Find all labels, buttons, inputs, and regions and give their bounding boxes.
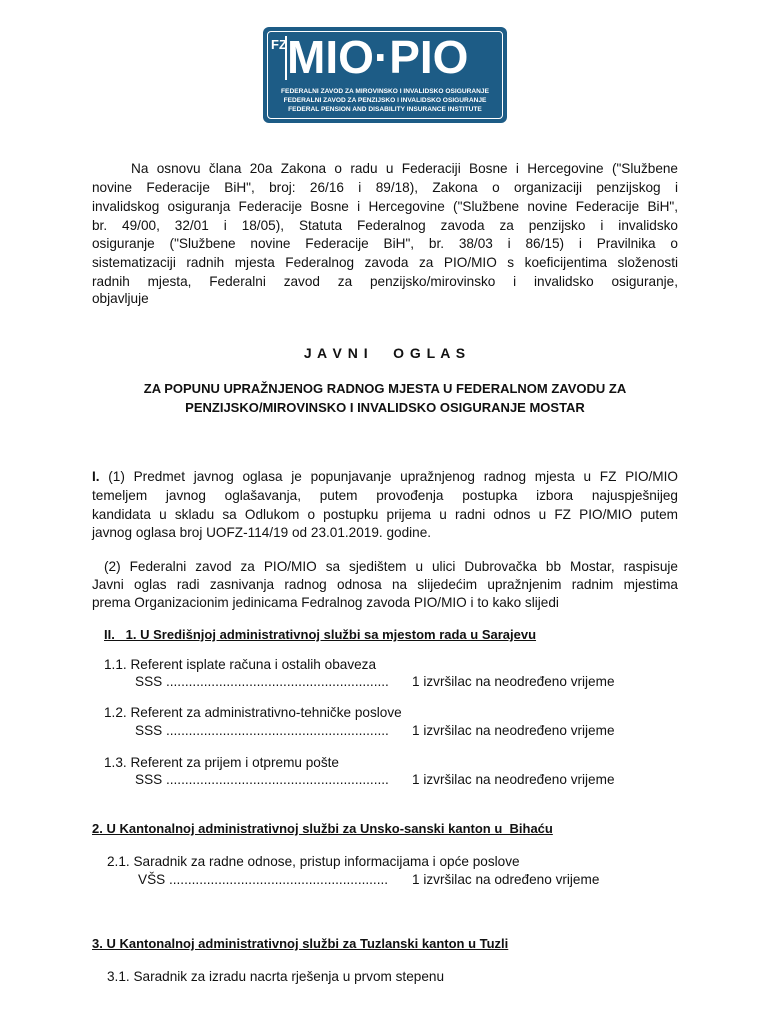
intro-line: osiguranje ("Službene novine Federacije BiH", br. 38/03 i 86/15) i Pravilnika o xyxy=(92,236,678,251)
position-title: 2.1. Saradnik za radne odnose, pristup informacijama i opće poslove xyxy=(107,854,520,869)
position-count: 1 izvršilac na neodređeno vrijeme xyxy=(412,674,615,689)
position-count: 1 izvršilac na neodređeno vrijeme xyxy=(412,723,615,738)
section-2-line: prema Organizacionim jedinicama Fedralnog zavoda PIO/MIO i to kako slijedi xyxy=(92,595,559,610)
logo-fz-mark: FZ xyxy=(271,36,287,80)
education-level: SSS ........................................................... xyxy=(135,723,389,738)
intro-line: objavljuje xyxy=(92,291,149,306)
intro-line: br. 49/00, 32/01 i 18/05), Statuta Federalnog zavoda za penzijsko i invalidsko xyxy=(92,218,678,233)
logo-brand: MIO·PIO xyxy=(287,31,469,83)
section-1-line: javnog oglasa broj UOFZ-114/19 od 23.01.2019. godine. xyxy=(92,525,432,540)
institute-logo xyxy=(263,27,507,123)
position-count: 1 izvršilac na neodređeno vrijeme xyxy=(412,772,615,787)
section-1-label: I. xyxy=(92,469,100,484)
document-title: J A V N I O G L A S xyxy=(303,345,467,361)
position-count: 1 izvršilac na određeno vrijeme xyxy=(412,872,600,887)
logo-line-3: FEDERAL PENSION AND DISABILITY INSURANCE INSTITUTE xyxy=(288,106,482,113)
education-level: SSS ........................................................... xyxy=(135,772,389,787)
document-subtitle-line-1: ZA POPUNU UPRAŽNJENOG RADNOG MJESTA U FEDERALNOM ZAVODU ZA xyxy=(143,381,627,396)
section-2-line: (2) Federalni zavod za PIO/MIO sa sjedištem u ulici Dubrovačka bb Mostar, raspisuje xyxy=(104,559,678,574)
group-2-heading: 2. U Kantonalnoj administrativnoj službi za Unsko-sanski kanton u Bihaću xyxy=(92,821,553,836)
intro-line: radnih mjesta, Federalni zavod za penzijsko/mirovinsko i invalidsko osiguranje, xyxy=(92,274,678,289)
position-title: 3.1. Saradnik za izradu nacrta rješenja u prvom stepenu xyxy=(107,969,445,984)
section-2-line: Javni oglas radi zasnivanja radnog odnosa na slijedećim upražnjenim radnim mjestima xyxy=(92,577,678,592)
position-title: 1.3. Referent za prijem i otpremu pošte xyxy=(104,755,339,770)
logo-line-1: FEDERALNI ZAVOD ZA MIROVINSKO I INVALIDSKO OSIGURANJE xyxy=(281,88,489,95)
position-title: 1.1. Referent isplate računa i ostalih obaveza xyxy=(104,657,377,672)
education-level: SSS ........................................................... xyxy=(135,674,389,689)
group-3-heading: 3. U Kantonalnoj administrativnoj službi za Tuzlanski kanton u Tuzli xyxy=(92,936,509,951)
section-1-line: temeljem javnog oglašavanja, putem provođenja postupka izbora najuspješnijeg xyxy=(92,488,678,503)
position-title: 1.2. Referent za administrativno-tehničke poslove xyxy=(104,705,402,720)
logo-line-2: FEDERALNI ZAVOD ZA PENZIJSKO I INVALIDSKO OSIGURANJE xyxy=(283,97,487,104)
section-1-line: kandidata u skladu sa Odlukom o postupku prijema u radni odnos u FZ PIO/MIO putem xyxy=(92,507,678,522)
section-1-line xyxy=(92,468,678,486)
intro-line: sistematizaciji radnih mjesta Federalnog zavoda za PIO/MIO s koeficijentima složenosti xyxy=(92,255,678,270)
intro-line: invalidskog osiguranja Federacije Bosne i Hercegovine ("Službene novine Federacije BiH", xyxy=(92,199,678,214)
section-1-text: (1) Predmet javnog oglasa je popunjavanje upražnjenog radnog mjesta u FZ PIO/MIO xyxy=(99,469,678,484)
intro-line: Na osnovu člana 20a Zakona o radu u Federaciji Bosne i Hercegovine ("Službene xyxy=(131,161,678,176)
education-level: VŠS .......................................................... xyxy=(138,872,389,887)
group-1-heading: II. 1. U Središnjoj administrativnoj službi sa mjestom rada u Sarajevu xyxy=(104,627,537,642)
document-subtitle-line-2: PENZIJSKO/MIROVINSKO I INVALIDSKO OSIGURANJE MOSTAR xyxy=(185,400,585,415)
intro-line: novine Federacije BiH", broj: 26/16 i 89/18), Zakona o organizaciji penzijskog i xyxy=(92,180,678,195)
